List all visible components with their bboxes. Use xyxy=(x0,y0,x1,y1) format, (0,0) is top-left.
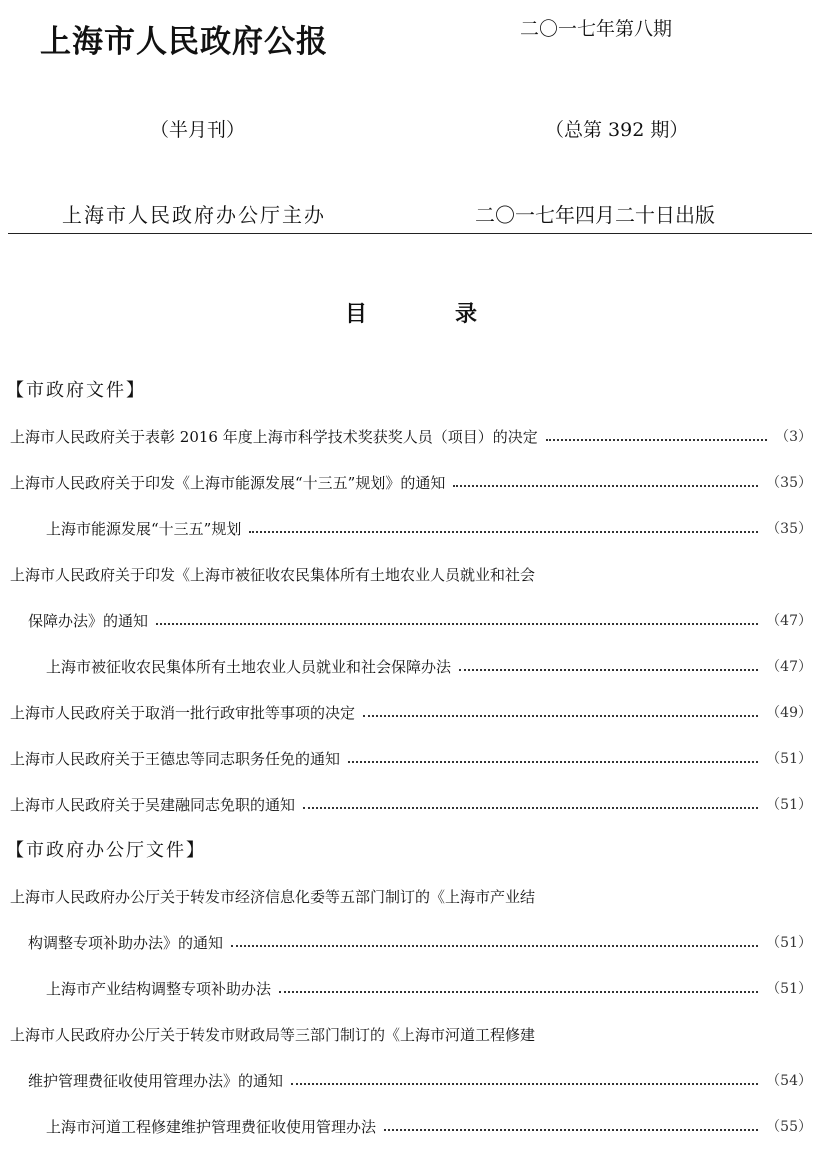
toc-page-number: （49） xyxy=(766,705,812,721)
toc-entry-title: 上海市河道工程修建维护管理费征收使用管理办法 xyxy=(46,1118,377,1136)
toc-entry-title: 上海市人民政府关于吴建融同志免职的通知 xyxy=(10,796,296,814)
dot-leader xyxy=(453,485,758,487)
toc-entry-title: 上海市被征收农民集体所有土地农业人员就业和社会保障办法 xyxy=(46,658,452,676)
toc-entry[interactable] xyxy=(10,874,812,920)
toc-entry-title: 上海市能源发展“十三五”规划 xyxy=(46,520,242,538)
toc-page-number: （51） xyxy=(766,981,812,997)
toc-section-title: 【市政府文件】 xyxy=(6,380,146,401)
toc-entry-title: 上海市人民政府办公厅关于转发市财政局等三部门制订的《上海市河道工程修建 xyxy=(10,1026,536,1044)
toc-page-number: （51） xyxy=(766,797,812,813)
dot-leader xyxy=(249,531,758,533)
dot-leader xyxy=(303,807,758,809)
toc-entry-title: 上海市人民政府办公厅关于转发市经济信息化委等五部门制订的《上海市产业结 xyxy=(10,888,536,906)
dot-leader xyxy=(363,715,758,717)
toc-entry-title: 维护管理费征收使用管理办法》的通知 xyxy=(28,1072,284,1090)
toc-entry-title: 上海市产业结构调整专项补助办法 xyxy=(46,980,272,998)
issue-number: 二〇一七年第八期 xyxy=(520,18,673,40)
toc-entry[interactable] xyxy=(10,1104,812,1150)
toc-page-number: （54） xyxy=(766,1073,812,1089)
toc-entry[interactable] xyxy=(10,598,812,644)
dot-leader xyxy=(384,1129,758,1131)
toc-entry[interactable] xyxy=(10,920,812,966)
toc-entry[interactable] xyxy=(10,460,812,506)
toc-entry[interactable] xyxy=(10,644,812,690)
toc-page-number: （35） xyxy=(766,521,812,537)
toc-heading-char: 目 xyxy=(345,301,368,327)
dot-leader xyxy=(459,669,758,671)
toc-heading-char: 录 xyxy=(455,301,478,327)
dot-leader xyxy=(231,945,758,947)
toc-entry[interactable] xyxy=(10,552,812,598)
dot-leader xyxy=(546,439,767,441)
sponsor: 上海市人民政府办公厅主办 xyxy=(62,203,326,227)
toc-entry-title: 保障办法》的通知 xyxy=(28,612,149,630)
toc-page-number: （55） xyxy=(766,1119,812,1135)
toc-entry[interactable] xyxy=(10,690,812,736)
toc-entry[interactable] xyxy=(10,414,812,460)
toc-page-number: （51） xyxy=(766,751,812,767)
dot-leader xyxy=(156,623,758,625)
header-divider xyxy=(8,233,812,234)
gazette-title: 上海市人民政府公报 xyxy=(40,24,328,60)
toc-section-title: 【市政府办公厅文件】 xyxy=(6,840,206,861)
toc-page-number: （47） xyxy=(766,613,812,629)
toc-entry[interactable] xyxy=(10,736,812,782)
toc-entry-title: 构调整专项补助办法》的通知 xyxy=(28,934,224,952)
toc-entry[interactable] xyxy=(10,966,812,1012)
publish-date: 二〇一七年四月二十日出版 xyxy=(475,203,715,227)
toc-page-number: （35） xyxy=(766,475,812,491)
toc-entry-title: 上海市人民政府关于印发《上海市能源发展“十三五”规划》的通知 xyxy=(10,474,446,492)
toc-entry-title: 上海市人民政府关于取消一批行政审批等事项的决定 xyxy=(10,704,356,722)
toc-entry[interactable] xyxy=(10,506,812,552)
dot-leader xyxy=(348,761,758,763)
toc-entry[interactable] xyxy=(10,1058,812,1104)
toc-entry[interactable] xyxy=(10,1012,812,1058)
toc-page-number: （51） xyxy=(766,935,812,951)
toc-entry-title: 上海市人民政府关于印发《上海市被征收农民集体所有土地农业人员就业和社会 xyxy=(10,566,536,584)
toc-page-number: （47） xyxy=(766,659,812,675)
toc-entry-title: 上海市人民政府关于表彰 2016 年度上海市科学技术奖获奖人员（项目）的决定 xyxy=(10,428,538,446)
dot-leader xyxy=(291,1083,758,1085)
frequency: （半月刊） xyxy=(150,119,246,141)
toc-entry[interactable] xyxy=(10,782,812,828)
table-of-contents xyxy=(6,368,812,1150)
toc-page-number: （3） xyxy=(775,429,812,445)
toc-entry-title: 上海市人民政府关于王德忠等同志职务任免的通知 xyxy=(10,750,341,768)
total-issue: （总第 392 期） xyxy=(545,119,689,141)
dot-leader xyxy=(279,991,758,993)
